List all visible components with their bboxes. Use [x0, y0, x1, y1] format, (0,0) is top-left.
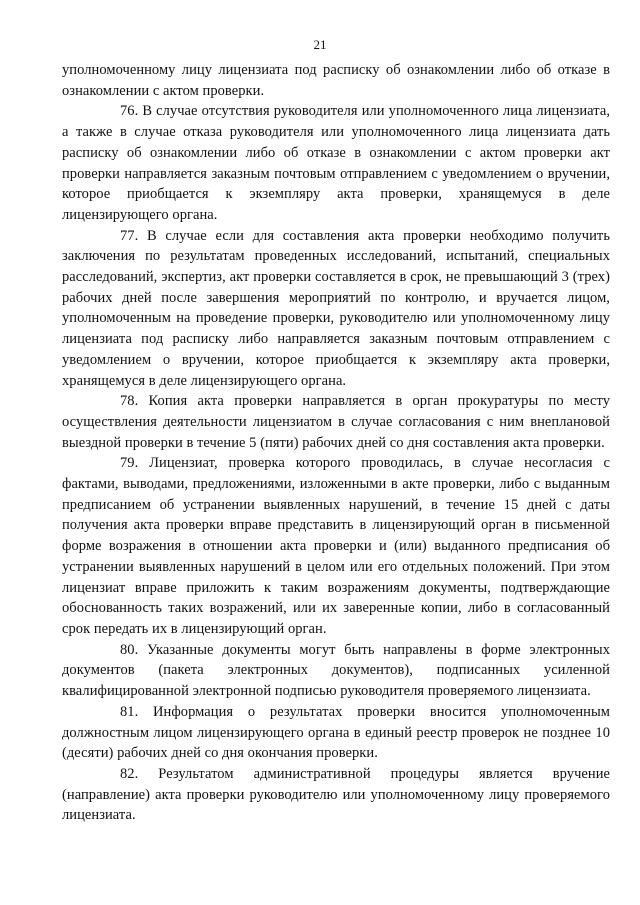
paragraph-77: 77. В случае если для составления акта проверки необходимо получить заключения по результатам проведенных исследований, испытаний, специальных расследований, экспертиз, акт проверки составляется в срок, не превышающий 3 (трех) рабочих дней после завершения мероприятий по контролю, и вручается лицом, уполномоченным на проведение проверки, руководителю или уполномоченному лицу лицензиата под расписку либо направляется заказным почтовым отправлением с уведомлением о вручении, которое приобщается к экземпляру акта проверки, хранящемуся в деле лицензирующего органа.	[62, 227, 610, 389]
paragraph-80: 80. Указанные документы могут быть направлены в форме электронных документов (пакета электронных документов), подписанных усиленной квалифицированной электронной подписью руководителя проверяемого лицензиата.	[62, 641, 610, 700]
paragraph-79: 79. Лицензиат, проверка которого проводилась, в случае несогласия с фактами, выводами, предложениями, изложенными в акте проверки, либо с выданным предписанием об устранении выявленных нарушений, в течение 15 дней с даты получения акта проверки вправе представить в лицензирующий орган в письменной форме возражения в отношении акта проверки и (или) выданного предписания об устранении выявленных нарушений в целом или его отдельных положений. При этом лицензиат вправе приложить к таким возражениям документы, подтверждающие обоснованность таких возражений, или их заверенные копии, либо в согласованный срок передать их в лицензирующий орган.	[62, 455, 610, 637]
paragraph-78: 78. Копия акта проверки направляется в орган прокуратуры по месту осуществления деятельности лицензиатом в случае согласования с ним внеплановой выездной проверки в течение 5 (пяти) рабочих дней со дня составления акта проверки.	[62, 393, 610, 451]
page-number: 21	[313, 37, 327, 52]
document-body	[62, 60, 610, 826]
paragraph-76: 76. В случае отсутствия руководителя или уполномоченного лица лицензиата, а также в случае отказа руководителя или уполномоченного лица лицензиата дать расписку об ознакомлении либо об отказе в ознакомлении с актом проверки акт проверки направляется заказным почтовым отправлением с уведомлением о вручении, которое приобщается к экземпляру акта проверки, хранящемуся в деле лицензирующего органа.	[62, 103, 610, 223]
paragraph-82: 82. Результатом административной процедуры является вручение (направление) акта проверки руководителю или уполномоченному лицу проверяемого лицензиата.	[62, 765, 610, 824]
paragraph-continuation: уполномоченному лицу лицензиата под расписку об ознакомлении либо об отказе в ознакомлении с актом проверки.	[62, 62, 610, 99]
paragraph-81: 81. Информация о результатах проверки вносится уполномоченным должностным лицом лицензирующего органа в единый реестр проверок не позднее 10 (десяти) рабочих дней со дня окончания проверки.	[62, 703, 610, 762]
